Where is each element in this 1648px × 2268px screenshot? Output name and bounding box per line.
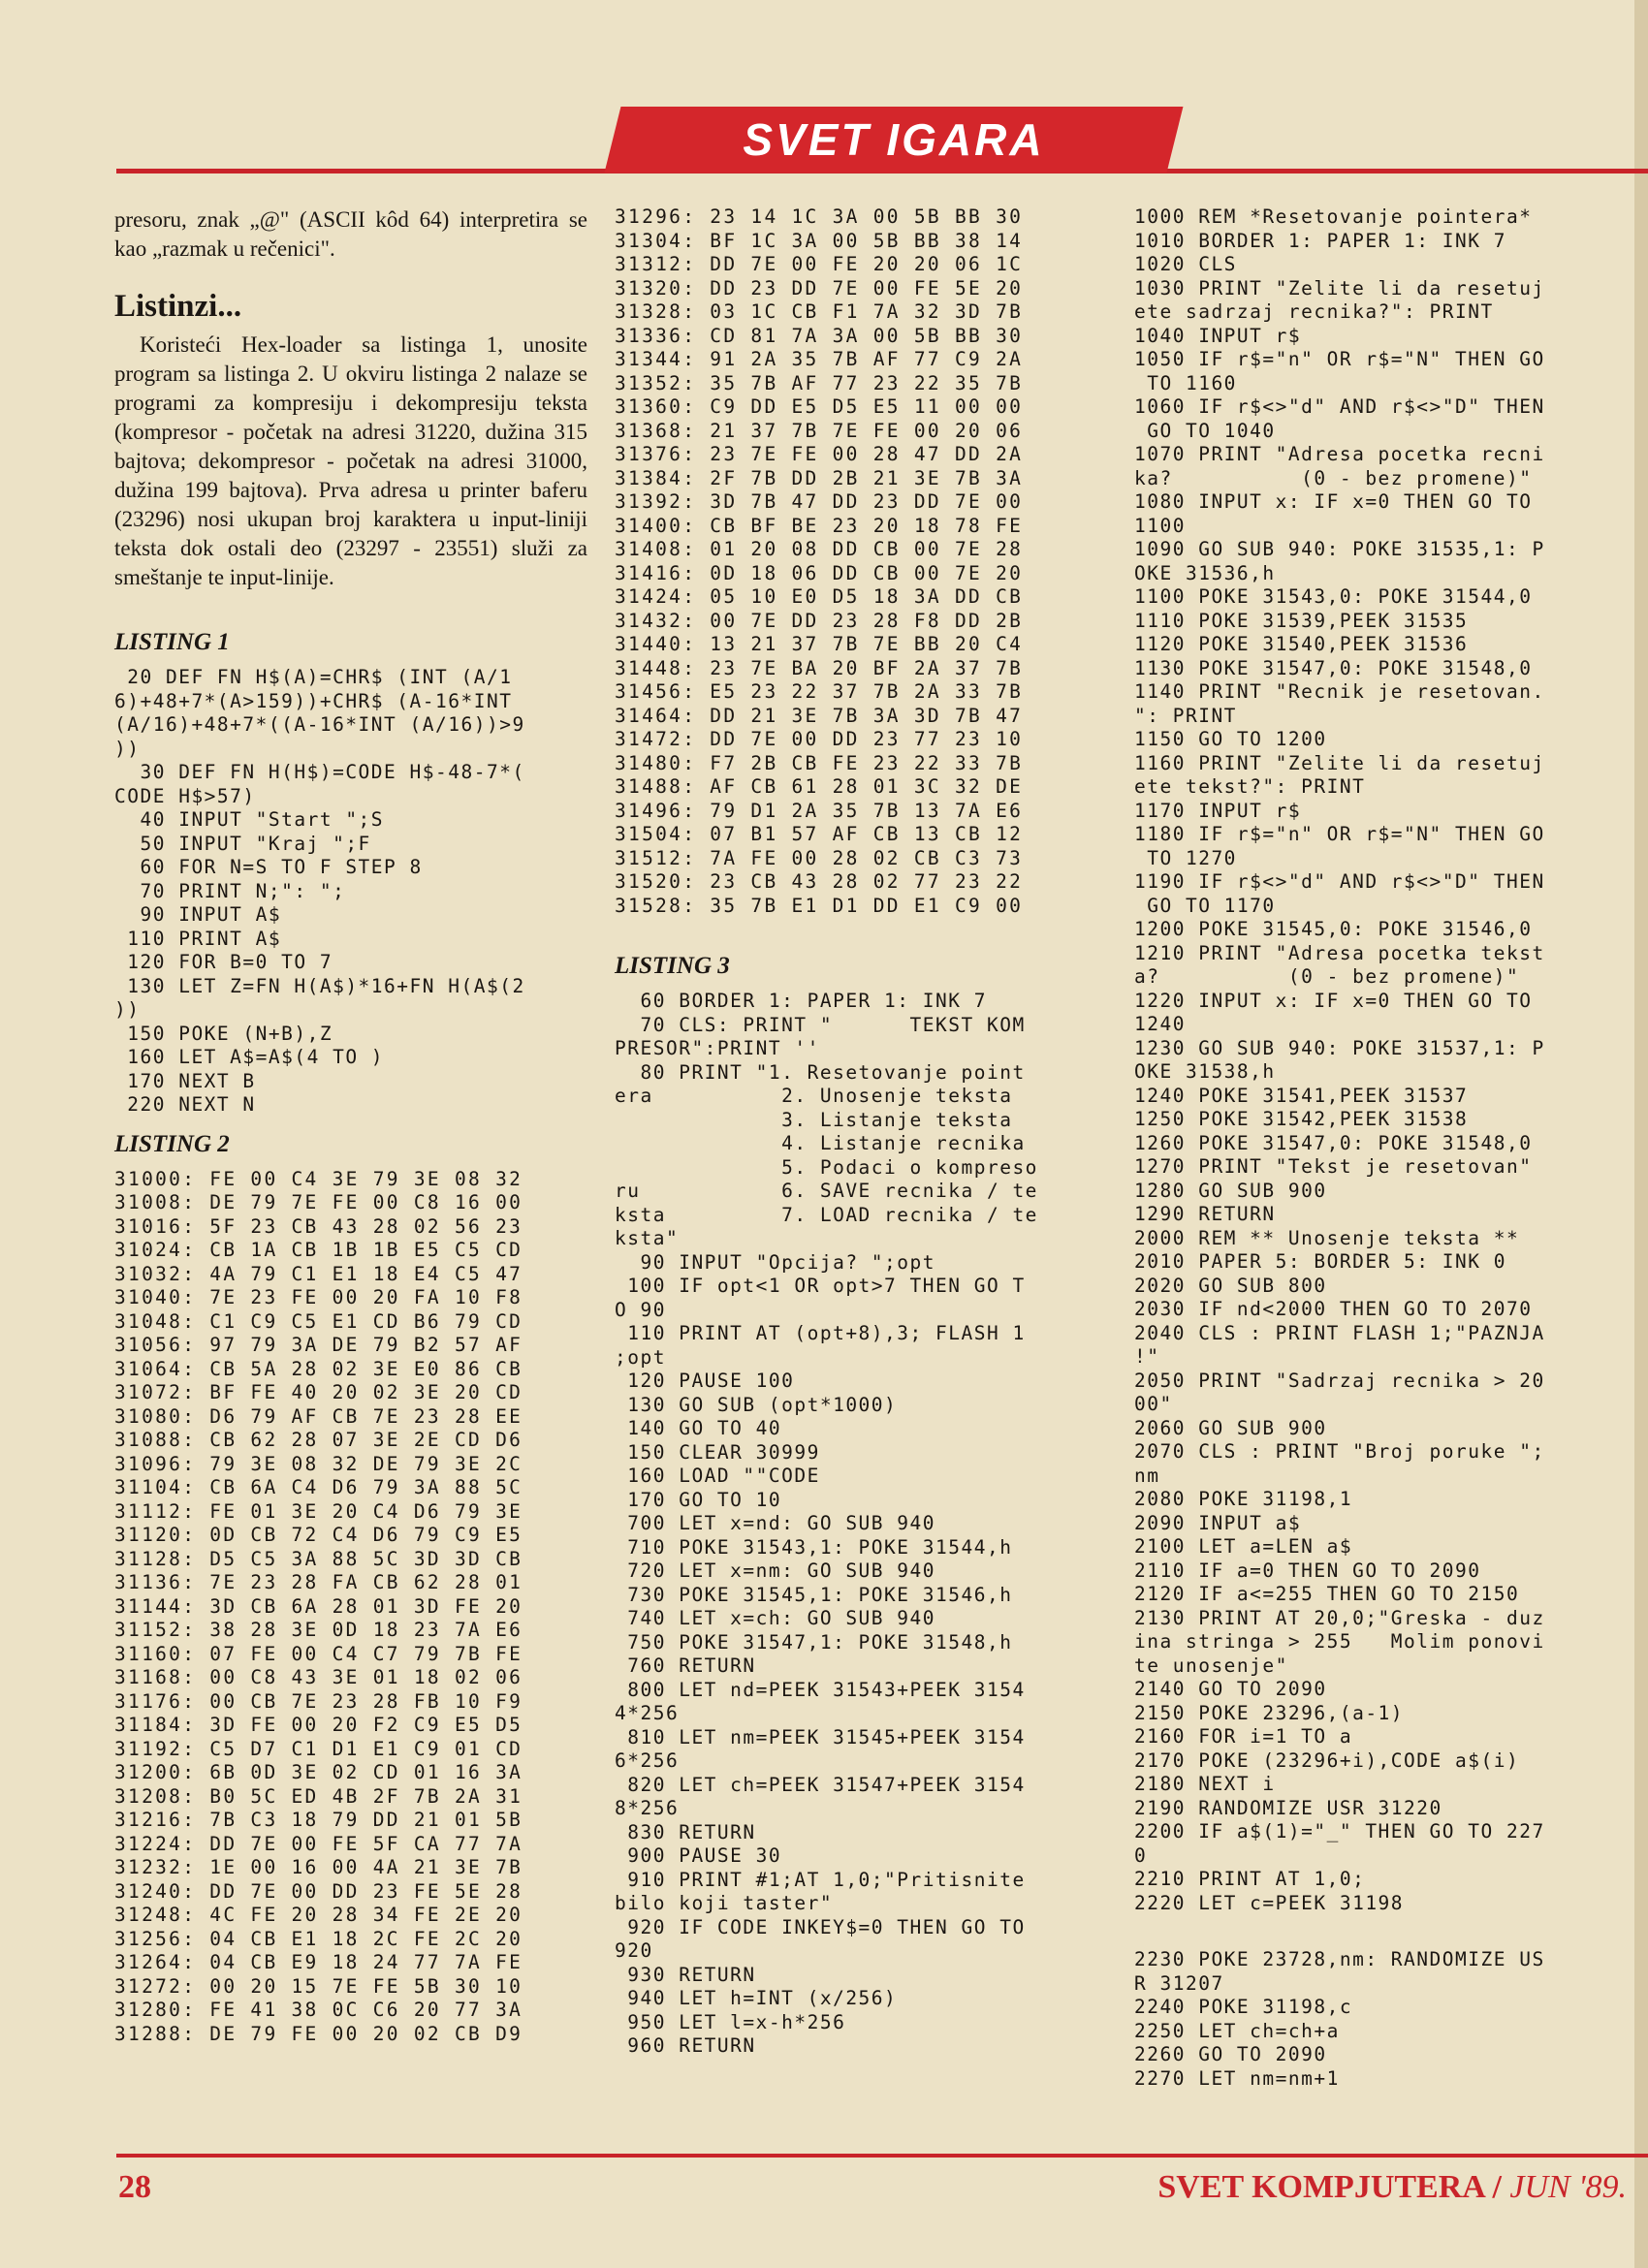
listing-3-code-line: 120 PAUSE 100 xyxy=(615,1370,795,1392)
listing-3-code-line: 150 CLEAR 30999 xyxy=(615,1440,820,1464)
listing-2-hex-line: 31512: 7A FE 00 28 02 CB C3 73 xyxy=(615,846,1024,869)
listing-3-code-line: 2030 IF nd<2000 THEN GO TO 2070 xyxy=(1134,1298,1533,1320)
listing-3-code-line: R 31207 xyxy=(1134,1971,1224,1995)
listing-3-code-line: 2250 LET ch=ch+a xyxy=(1134,2019,1340,2042)
listing-3-code-part3 xyxy=(1134,1948,1619,2091)
listing-3-code-line: 8*256 xyxy=(615,1797,680,1819)
listing-3-code-line: 2000 REM ** Unosenje teksta ** xyxy=(1134,1226,1520,1249)
listing-3-code-line: 2230 POKE 23728,nm: RANDOMIZE US xyxy=(1134,1948,1545,1970)
middle-column xyxy=(615,205,1099,2059)
listing-2-hex-line: 31112: FE 01 3E 20 C4 D6 79 3E xyxy=(114,1499,523,1523)
listing-2-hex-line: 31384: 2F 7B DD 2B 21 3E 7B 3A xyxy=(615,466,1024,489)
listing-3-code-line: 160 LOAD ""CODE xyxy=(615,1465,820,1487)
listing-3-code-line: 3. Listanje teksta xyxy=(615,1108,1013,1131)
section-heading: Listinzi... xyxy=(114,289,242,324)
listing-1-code-line: 120 FOR B=0 TO 7 xyxy=(114,951,333,973)
listing-3-code-line: era 2. Unosenje teksta xyxy=(615,1085,1013,1107)
listing-3-code-part2 xyxy=(1134,205,1619,1915)
listing-3-code-line: 1250 POKE 31542,PEEK 31538 xyxy=(1134,1108,1469,1130)
right-column xyxy=(1134,205,1619,2091)
listing-2-title: LISTING 2 xyxy=(114,1130,230,1157)
listing-2-hex-line: 31368: 21 37 7B 7E FE 00 20 06 xyxy=(615,419,1024,442)
listing-2-hex-line: 31096: 79 3E 08 32 DE 79 3E 2C xyxy=(114,1452,523,1475)
listing-3-code-line: 2040 CLS : PRINT FLASH 1;"PAZNJA xyxy=(1134,1321,1545,1344)
listing-3-code-line: 1210 PRINT "Adresa pocetka tekst xyxy=(1134,941,1545,964)
listing-3-code-line: ka? (0 - bez promene)" xyxy=(1134,466,1533,489)
listing-1-code-line: )) xyxy=(114,737,141,760)
listing-3-code-line: 2080 POKE 31198,1 xyxy=(1134,1488,1353,1510)
listing-3-code-line: 2160 FOR i=1 TO a xyxy=(1134,1725,1353,1748)
listing-3-code-line: ete sadrzaj recnika?": PRINT xyxy=(1134,300,1494,323)
listing-2-hex-line: 31240: DD 7E 00 DD 23 FE 5E 28 xyxy=(114,1879,523,1903)
listing-2-hex-line: 31200: 6B 0D 3E 02 CD 01 16 3A xyxy=(114,1761,523,1783)
listing-3-code-line: 1290 RETURN xyxy=(1134,1203,1276,1225)
listing-2-hex-line: 31456: E5 23 22 37 7B 2A 33 7B xyxy=(615,680,1024,703)
listing-1-code-line: 6)+48+7*(A>159))+CHR$ (A-16*INT xyxy=(114,689,513,712)
listing-3-code-line: 2210 PRINT AT 1,0; xyxy=(1134,1868,1366,1890)
listing-3-code-line: ru 6. SAVE recnika / te xyxy=(615,1180,1038,1202)
listing-3-title: LISTING 3 xyxy=(615,953,730,979)
listing-3-code-line: 1180 IF r$="n" OR r$="N" THEN GO xyxy=(1134,823,1545,845)
listing-2-hex-line: 31136: 7E 23 28 FA CB 62 28 01 xyxy=(114,1571,523,1593)
listing-3-code-line: 2220 LET c=PEEK 31198 xyxy=(1134,1891,1405,1914)
listing-3-code-line: 2070 CLS : PRINT "Broj poruke "; xyxy=(1134,1440,1545,1463)
listing-2-hex-line: 31528: 35 7B E1 D1 DD E1 C9 00 xyxy=(615,894,1024,917)
listing-3-code-line: 1260 POKE 31547,0: POKE 31548,0 xyxy=(1134,1131,1533,1154)
listing-3-code-line: 2120 IF a<=255 THEN GO TO 2150 xyxy=(1134,1583,1520,1605)
listing-2-hex-line: 31272: 00 20 15 7E FE 5B 30 10 xyxy=(114,1974,523,1998)
listing-3-code-line: bilo koji taster" xyxy=(615,1892,834,1914)
listing-3-code-line: TO 1160 xyxy=(1134,371,1237,394)
listing-2-hex-line: 31192: C5 D7 C1 D1 E1 C9 01 CD xyxy=(114,1737,523,1760)
listing-3-code-line: ksta 7. LOAD recnika / te xyxy=(615,1203,1038,1226)
listing-2-hex-line: 31448: 23 7E BA 20 BF 2A 37 7B xyxy=(615,656,1024,679)
listing-3-code-line: 70 CLS: PRINT " TEKST KOM xyxy=(615,1013,1026,1036)
listing-3-code-line: 910 PRINT #1;AT 1,0;"Pritisnite xyxy=(615,1868,1026,1891)
listing-3-code-line: 750 POKE 31547,1: POKE 31548,h xyxy=(615,1630,1013,1654)
listing-3-code-line: GO TO 1040 xyxy=(1134,419,1276,442)
listing-3-code-line: 950 LET l=x-h*256 xyxy=(615,2010,846,2033)
listing-2-hex-line: 31248: 4C FE 20 28 34 FE 2E 20 xyxy=(114,1904,523,1926)
listing-3-code-line: ;opt xyxy=(615,1345,666,1369)
listing-2-hex-line: 31312: DD 7E 00 FE 20 20 06 1C xyxy=(615,253,1024,275)
listing-3-code-line: 2200 IF a$(1)="_" THEN GO TO 227 xyxy=(1134,1820,1545,1843)
listing-2-hex-line: 31328: 03 1C CB F1 7A 32 3D 7B xyxy=(615,300,1024,323)
listing-2-hex-line: 31336: CD 81 7A 3A 00 5B BB 30 xyxy=(615,324,1024,347)
listing-3-code-line: 2100 LET a=LEN a$ xyxy=(1134,1535,1353,1558)
listing-3-code-line: 1200 POKE 31545,0: POKE 31546,0 xyxy=(1134,918,1533,940)
listing-3-code-line: 1240 xyxy=(1134,1013,1186,1035)
listing-2-hex-line: 31408: 01 20 08 DD CB 00 7E 28 xyxy=(615,538,1024,560)
listing-3-code-line: 2010 PAPER 5: BORDER 5: INK 0 xyxy=(1134,1250,1506,1273)
listing-2-hex-line: 31152: 38 28 3E 0D 18 23 7A E6 xyxy=(114,1619,523,1641)
listing-3-code-line: 740 LET x=ch: GO SUB 940 xyxy=(615,1607,935,1629)
listing-2-hex-line: 31264: 04 CB E9 18 24 77 7A FE xyxy=(114,1951,523,1973)
listing-2-hex-line: 31480: F7 2B CB FE 23 22 33 7B xyxy=(615,751,1024,774)
listing-3-code-line: 2050 PRINT "Sadrzaj recnika > 20 xyxy=(1134,1369,1545,1392)
listing-3-code-line: 2260 GO TO 2090 xyxy=(1134,2043,1327,2065)
listing-2-hex-line: 31376: 23 7E FE 00 28 47 DD 2A xyxy=(615,443,1024,465)
listing-3-code-line: 1040 INPUT r$ xyxy=(1134,324,1302,347)
listing-2-hex-line: 31224: DD 7E 00 FE 5F CA 77 7A xyxy=(114,1832,523,1855)
listing-3-code-line: 2140 GO TO 2090 xyxy=(1134,1678,1327,1700)
listing-3-code-line: 140 GO TO 40 xyxy=(615,1417,782,1439)
listing-3-code-line: 2150 POKE 23296,(a-1) xyxy=(1134,1701,1405,1724)
listing-3-code-line: 730 POKE 31545,1: POKE 31546,h xyxy=(615,1583,1013,1606)
footer-rule xyxy=(116,2154,1648,2158)
listing-3-code-line: 1050 IF r$="n" OR r$="N" THEN GO xyxy=(1134,348,1545,370)
listing-2-hex-line: 31504: 07 B1 57 AF CB 13 CB 12 xyxy=(615,823,1024,845)
listing-2-hex-line: 31040: 7E 23 FE 00 20 FA 10 F8 xyxy=(114,1286,523,1308)
listing-3-code-line: 1030 PRINT "Zelite li da resetuj xyxy=(1134,276,1545,299)
listing-3-code-line: 2110 IF a=0 THEN GO TO 2090 xyxy=(1134,1559,1481,1582)
listing-2-hex-line: 31304: BF 1C 3A 00 5B BB 38 14 xyxy=(615,229,1024,252)
listing-3-code-line: 1000 REM *Resetovanje pointera* xyxy=(1134,205,1533,228)
listing-2-hex-line: 31088: CB 62 28 07 3E 2E CD D6 xyxy=(114,1429,523,1451)
listing-2-hex-line: 31032: 4A 79 C1 E1 18 E4 C5 47 xyxy=(114,1262,523,1285)
listing-2-hex-line: 31176: 00 CB 7E 23 28 FB 10 F9 xyxy=(114,1689,523,1713)
listing-2-hex-line: 31168: 00 C8 43 3E 01 18 02 06 xyxy=(114,1666,523,1688)
listing-3-code-line: 100 IF opt<1 OR opt>7 THEN GO T xyxy=(615,1275,1026,1297)
listing-1-code-line: 130 LET Z=FN H(A$)*16+FN H(A$(2 xyxy=(114,974,525,997)
listing-3-code-line: 820 LET ch=PEEK 31547+PEEK 3154 xyxy=(615,1773,1026,1796)
listing-3-code-line: 1160 PRINT "Zelite li da resetuj xyxy=(1134,751,1545,774)
listing-2-hex-line: 31072: BF FE 40 20 02 3E 20 CD xyxy=(114,1381,523,1403)
listing-3-code-line: 700 LET x=nd: GO SUB 940 xyxy=(615,1512,935,1534)
listing-3-code-line: 1150 GO TO 1200 xyxy=(1134,728,1327,750)
listing-1-code-line: 110 PRINT A$ xyxy=(114,927,282,950)
listing-3-code-line: 2060 GO SUB 900 xyxy=(1134,1416,1327,1439)
listing-2-hex-line: 31256: 04 CB E1 18 2C FE 2C 20 xyxy=(114,1927,523,1950)
listing-3-code-line: 5. Podaci o kompreso xyxy=(615,1155,1038,1179)
listing-3-code-line: ksta" xyxy=(615,1227,680,1249)
listing-1-code-line: 150 POKE (N+B),Z xyxy=(114,1022,333,1045)
listing-2-hex-line: 31104: CB 6A C4 D6 79 3A 88 5C xyxy=(114,1476,523,1498)
page-edge-shadow xyxy=(1634,0,1648,2268)
listing-2-hex-line: 31128: D5 C5 3A 88 5C 3D 3D CB xyxy=(114,1547,523,1570)
listing-3-code-line: ina stringa > 255 Molim ponovi xyxy=(1134,1630,1545,1653)
listing-3-code-line: 1010 BORDER 1: PAPER 1: INK 7 xyxy=(1134,229,1506,252)
listing-3-code-line: 720 LET x=nm: GO SUB 940 xyxy=(615,1559,935,1582)
listing-3-code-line: 930 RETURN xyxy=(615,1963,756,1986)
listing-3-code-line: 170 GO TO 10 xyxy=(615,1488,782,1511)
listing-3-code-line: 2020 GO SUB 800 xyxy=(1134,1274,1327,1297)
listing-2-hex-line: 31392: 3D 7B 47 DD 23 DD 7E 00 xyxy=(615,490,1024,513)
listing-3-code-line: 1110 POKE 31539,PEEK 31535 xyxy=(1134,609,1469,632)
listing-3-code-line: 1240 POKE 31541,PEEK 31537 xyxy=(1134,1084,1469,1107)
listing-3-code-line: 2180 NEXT i xyxy=(1134,1773,1276,1795)
listing-2-hex-line: 31216: 7B C3 18 79 DD 21 01 5B xyxy=(114,1809,523,1831)
listing-2-hex-line: 31352: 35 7B AF 77 23 22 35 7B xyxy=(615,371,1024,394)
listing-3-code-line: 6*256 xyxy=(615,1749,680,1772)
listing-2-code-part2 xyxy=(615,205,1099,918)
listing-3-code-line: 0 xyxy=(1134,1843,1148,1867)
listing-1-code-line: 30 DEF FN H(H$)=CODE H$-48-7*( xyxy=(114,761,525,783)
listing-3-code-line: 2190 RANDOMIZE USR 31220 xyxy=(1134,1796,1442,1819)
listing-3-code-line: 960 RETURN xyxy=(615,2034,756,2057)
listing-3-code-line: 1070 PRINT "Adresa pocetka recni xyxy=(1134,443,1545,465)
listing-3-code-line: 1060 IF r$<>"d" AND r$<>"D" THEN xyxy=(1134,395,1545,418)
magazine-footer xyxy=(1157,2169,1627,2206)
listing-1-code-line: 60 FOR N=S TO F STEP 8 xyxy=(114,856,423,878)
listing-3-code-line: OKE 31538,h xyxy=(1134,1060,1276,1083)
listing-1-code-line: CODE H$>57) xyxy=(114,784,256,807)
listing-2-hex-line: 31496: 79 D1 2A 35 7B 13 7A E6 xyxy=(615,799,1024,822)
listing-2-hex-line: 31288: DE 79 FE 00 20 02 CB D9 xyxy=(114,2022,523,2045)
listing-2-hex-line: 31472: DD 7E 00 DD 23 77 23 10 xyxy=(615,728,1024,750)
listing-2-hex-line: 31016: 5F 23 CB 43 28 02 56 23 xyxy=(114,1214,523,1238)
listing-3-code-line: te unosenje" xyxy=(1134,1654,1288,1677)
listing-3-code-line: 1090 GO SUB 940: POKE 31535,1: P xyxy=(1134,538,1545,560)
listing-2-hex-line: 31184: 3D FE 00 20 F2 C9 E5 D5 xyxy=(114,1714,523,1736)
listing-3-code-line: 1170 INPUT r$ xyxy=(1134,799,1302,822)
listing-3-code-line: 1120 POKE 31540,PEEK 31536 xyxy=(1134,633,1469,655)
listing-1-code-line: )) xyxy=(114,998,141,1021)
listing-3-code-line: 4*256 xyxy=(615,1702,680,1724)
listing-3-code-line: 810 LET nm=PEEK 31545+PEEK 3154 xyxy=(615,1725,1026,1748)
listing-3-code-line: 830 RETURN xyxy=(615,1820,756,1843)
listing-1-code-line: (A/16)+48+7*((A-16*INT (A/16))>9 xyxy=(114,713,525,736)
listing-2-hex-line: 31416: 0D 18 06 DD CB 00 7E 20 xyxy=(615,561,1024,584)
listing-2-hex-line: 31024: CB 1A CB 1B 1B E5 C5 CD xyxy=(114,1239,523,1261)
listing-1-code-line: 50 INPUT "Kraj ";F xyxy=(114,832,371,855)
listing-1-title: LISTING 1 xyxy=(114,629,230,655)
listing-3-code-line: 00" xyxy=(1134,1393,1173,1415)
listing-3-code-line: 800 LET nd=PEEK 31543+PEEK 3154 xyxy=(615,1678,1026,1701)
listing-3-code-line: 2130 PRINT AT 20,0;"Greska - duz xyxy=(1134,1606,1545,1629)
listing-3-code-line: 1020 CLS xyxy=(1134,253,1237,275)
listing-3-code-line: 1280 GO SUB 900 xyxy=(1134,1179,1327,1202)
listing-3-code-line: 110 PRINT AT (opt+8),3; FLASH 1 xyxy=(615,1322,1026,1344)
listing-2-hex-line: 31320: DD 23 DD 7E 00 FE 5E 20 xyxy=(615,276,1024,299)
listing-3-code-line: 1140 PRINT "Recnik je resetovan. xyxy=(1134,680,1545,703)
listing-2-hex-line: 31344: 91 2A 35 7B AF 77 C9 2A xyxy=(615,348,1024,370)
listing-3-code-line: 710 POKE 31543,1: POKE 31544,h xyxy=(615,1535,1013,1559)
listing-3-code-line: 2090 INPUT a$ xyxy=(1134,1511,1302,1534)
listing-3-code-line: 1100 xyxy=(1134,514,1186,537)
listing-3-code-line: 1230 GO SUB 940: POKE 31537,1: P xyxy=(1134,1036,1545,1059)
listing-3-code-line: 2270 LET nm=nm+1 xyxy=(1134,2066,1340,2090)
listing-3-code-line: 2170 POKE (23296+i),CODE a$(i) xyxy=(1134,1748,1520,1772)
listing-3-code-line: ": PRINT xyxy=(1134,704,1237,727)
listing-3-code-line: 1130 POKE 31547,0: POKE 31548,0 xyxy=(1134,656,1533,679)
section-title: SVET IGARA xyxy=(743,114,1045,165)
listing-2-hex-line: 31400: CB BF BE 23 20 18 78 FE xyxy=(615,514,1024,537)
listing-2-hex-line: 31056: 97 79 3A DE 79 B2 57 AF xyxy=(114,1334,523,1356)
listing-3-code-line: 900 PAUSE 30 xyxy=(615,1844,782,1867)
listing-3-code-line: nm xyxy=(1134,1464,1160,1487)
listing-2-hex-line: 31432: 00 7E DD 23 28 F8 DD 2B xyxy=(615,609,1024,632)
listing-2-hex-line: 31160: 07 FE 00 C4 C7 79 7B FE xyxy=(114,1642,523,1665)
listing-1-code-line: 20 DEF FN H$(A)=CHR$ (INT (A/1 xyxy=(114,666,513,688)
listing-3-code-line: TO 1270 xyxy=(1134,846,1237,869)
page-number: 28 xyxy=(118,2169,151,2205)
listing-3-code-line: 4. Listanje recnika xyxy=(615,1132,1026,1154)
listing-3-code-line: 60 BORDER 1: PAPER 1: INK 7 xyxy=(615,990,987,1012)
listing-3-code-line: 940 LET h=INT (x/256) xyxy=(615,1987,898,2009)
listing-2-code-part1 xyxy=(114,1168,587,2047)
listing-3-code-line: 1100 POKE 31543,0: POKE 31544,0 xyxy=(1134,585,1533,608)
listing-3-code-line: 1220 INPUT x: IF x=0 THEN GO TO xyxy=(1134,989,1533,1012)
listing-1-code-line: 160 LET A$=A$(4 TO ) xyxy=(114,1046,385,1068)
listing-3-code-line: ete tekst?": PRINT xyxy=(1134,775,1366,798)
listing-3-code-line: 80 PRINT "1. Resetovanje point xyxy=(615,1060,1026,1084)
listing-1-code-line: 40 INPUT "Start ";S xyxy=(114,808,385,831)
listing-3-code-line: !" xyxy=(1134,1345,1160,1368)
listing-3-code-line: 1190 IF r$<>"d" AND r$<>"D" THEN xyxy=(1134,870,1545,893)
listing-3-code-line: 130 GO SUB (opt*1000) xyxy=(615,1393,898,1416)
listing-3-code-line: 1270 PRINT "Tekst je resetovan" xyxy=(1134,1155,1533,1178)
listing-3-code-line: OKE 31536,h xyxy=(1134,561,1276,584)
left-column xyxy=(114,205,587,2046)
listing-2-hex-line: 31360: C9 DD E5 D5 E5 11 00 00 xyxy=(615,395,1024,418)
listing-2-hex-line: 31080: D6 79 AF CB 7E 23 28 EE xyxy=(114,1404,523,1428)
magazine-name: SVET KOMPJUTERA / xyxy=(1157,2169,1502,2205)
listing-3-code-line: PRESOR":PRINT '' xyxy=(615,1037,820,1059)
listing-1-code-line: 220 NEXT N xyxy=(114,1093,256,1116)
listing-3-code-line: 920 xyxy=(615,1939,653,1962)
intro-paragraph: presoru, znak „@" (ASCII kôd 64) interpretira se kao „razmak u rečenici". xyxy=(114,207,587,261)
body-paragraph: Koristeći Hex-loader sa listinga 1, unosite program sa listinga 2. U okviru listinga 2 nalaze se programi za kompresiju i dekompresiju teksta (kompresor - početak na adresi 31220, dužina 315 bajtova; dekompresor - početak na adresi 31000, dužina 199 bajtova). Prva adresa u printer baferu (23296) nosi ukupan broj karaktera u input-liniji teksta dok ostali deo (23297 - 23551) služi za smeštanje te input-linije. xyxy=(114,332,587,589)
listing-3-code-line: 90 INPUT "Opcija? ";opt xyxy=(615,1250,935,1274)
listing-2-hex-line: 31296: 23 14 1C 3A 00 5B BB 30 xyxy=(615,205,1024,228)
listing-2-hex-line: 31520: 23 CB 43 28 02 77 23 22 xyxy=(615,870,1024,893)
listing-1-code-line: 70 PRINT N;": "; xyxy=(114,879,346,902)
listing-2-hex-line: 31064: CB 5A 28 02 3E E0 86 CB xyxy=(114,1357,523,1380)
listing-2-hex-line: 31048: C1 C9 C5 E1 CD B6 79 CD xyxy=(114,1309,523,1333)
listing-2-hex-line: 31424: 05 10 E0 D5 18 3A DD CB xyxy=(615,585,1024,608)
listing-1-code xyxy=(114,666,587,1118)
listing-3-code-line: a? (0 - bez promene)" xyxy=(1134,965,1520,988)
listing-2-hex-line: 31008: DE 79 7E FE 00 C8 16 00 xyxy=(114,1191,523,1213)
listing-2-hex-line: 31232: 1E 00 16 00 4A 21 3E 7B xyxy=(114,1856,523,1878)
listing-2-hex-line: 31440: 13 21 37 7B 7E BB 20 C4 xyxy=(615,633,1024,655)
listing-3-code-line: GO TO 1170 xyxy=(1134,894,1276,917)
listing-3-code-line: 1080 INPUT x: IF x=0 THEN GO TO xyxy=(1134,490,1533,513)
listing-1-code-line: 90 INPUT A$ xyxy=(114,903,282,926)
listing-3-code-line: 760 RETURN xyxy=(615,1654,756,1677)
issue-date: JUN '89. xyxy=(1509,2169,1627,2205)
listing-3-code-line: 920 IF CODE INKEY$=0 THEN GO TO xyxy=(615,1915,1026,1938)
listing-2-hex-line: 31000: FE 00 C4 3E 79 3E 08 32 xyxy=(114,1167,523,1190)
listing-2-hex-line: 31144: 3D CB 6A 28 01 3D FE 20 xyxy=(114,1594,523,1618)
listing-3-code-line: O 90 xyxy=(615,1298,666,1321)
listing-2-hex-line: 31208: B0 5C ED 4B 2F 7B 2A 31 xyxy=(114,1784,523,1808)
listing-3-code-part1 xyxy=(615,990,1099,2059)
listing-1-code-line: 170 NEXT B xyxy=(114,1069,256,1092)
listing-2-hex-line: 31464: DD 21 3E 7B 3A 3D 7B 47 xyxy=(615,704,1024,727)
listing-2-hex-line: 31488: AF CB 61 28 01 3C 32 DE xyxy=(615,775,1024,798)
listing-3-code-line: 2240 POKE 31198,c xyxy=(1134,1996,1353,2018)
listing-2-hex-line: 31280: FE 41 38 0C C6 20 77 3A xyxy=(114,1999,523,2021)
listing-2-hex-line: 31120: 0D CB 72 C4 D6 79 C9 E5 xyxy=(114,1524,523,1546)
